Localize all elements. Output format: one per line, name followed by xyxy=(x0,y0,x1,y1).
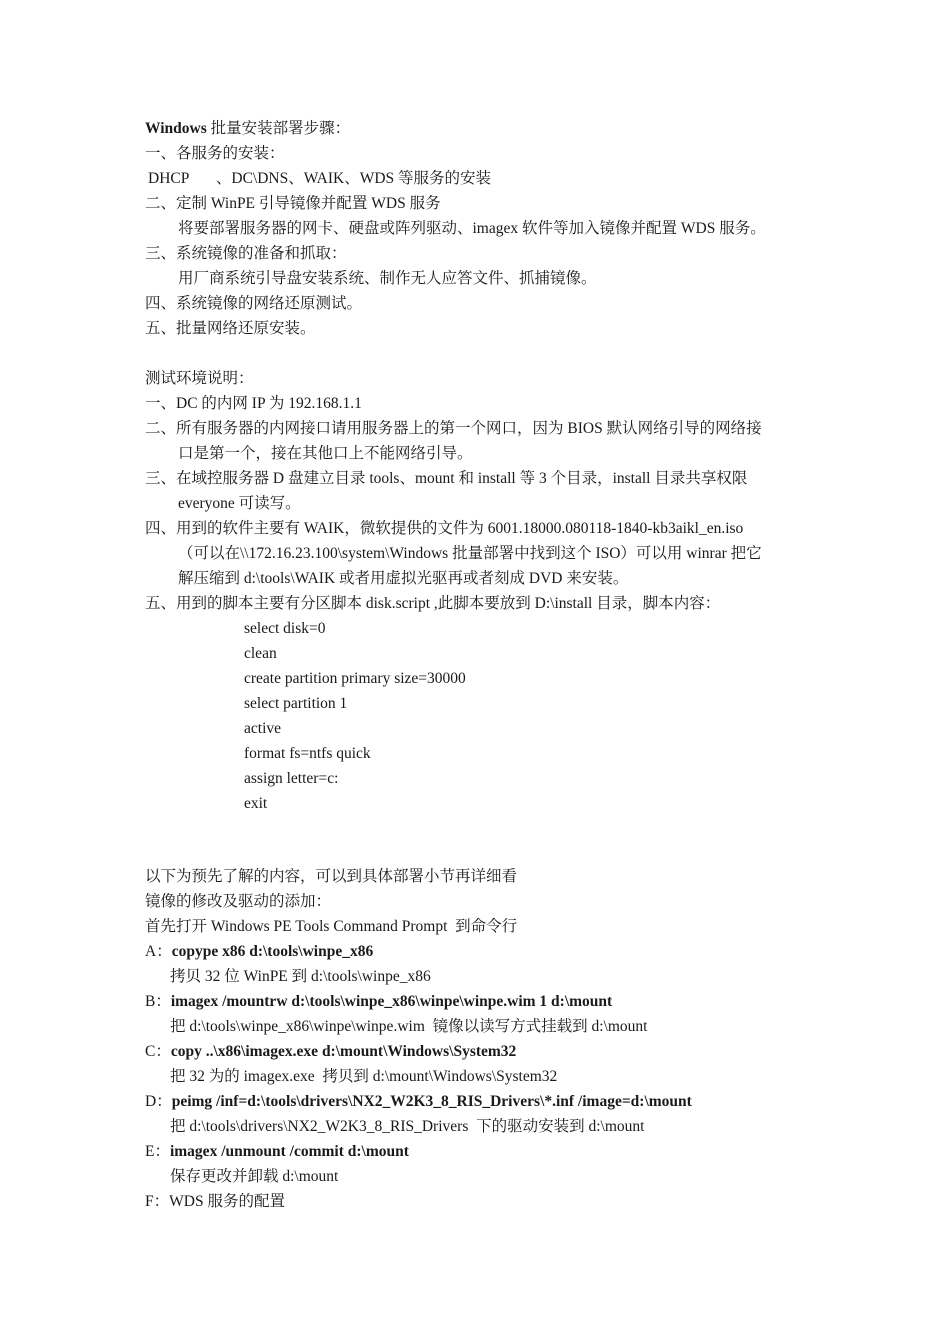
step-2-detail: 将要部署服务器的网卡、硬盘或阵列驱动、imagex 软件等加入镜像并配置 WDS 服务。 xyxy=(178,220,766,237)
command-text: imagex /unmount /commit d:\mount xyxy=(169,1143,409,1160)
env-item-3-line-2: everyone 可读写。 xyxy=(178,495,301,512)
env-item-1: 一、DC 的内网 IP 为 192.168.1.1 xyxy=(145,395,362,412)
env-item-5: 五、用到的脚本主要有分区脚本 disk.script ,此脚本要放到 D:\install 目录，脚本内容： xyxy=(145,595,721,612)
command-step-c xyxy=(145,1042,516,1062)
step-4: 四、系统镜像的网络还原测试。 xyxy=(145,295,363,312)
script-line: active xyxy=(244,720,282,737)
step-3-detail: 用厂商系统引导盘安装系统、制作无人应答文件、抓捕镜像。 xyxy=(178,270,597,287)
step-label: E： xyxy=(145,1143,170,1160)
env-heading: 测试环境说明： xyxy=(145,370,254,387)
command-desc: 把 d:\tools\drivers\NX2_W2K3_8_RIS_Drivers 下的驱动安装到 d:\mount xyxy=(170,1118,645,1135)
step-3: 三、系统镜像的准备和抓取： xyxy=(145,245,347,262)
command-step-d xyxy=(145,1092,692,1112)
script-line: format fs=ntfs quick xyxy=(244,745,371,762)
document-title xyxy=(145,119,350,139)
command-desc: 拷贝 32 位 WinPE 到 d:\tools\winpe_x86 xyxy=(170,968,431,985)
command-text: copype x86 d:\tools\winpe_x86 xyxy=(171,943,374,960)
script-line: create partition primary size=30000 xyxy=(244,670,466,687)
command-desc: 把 d:\tools\winpe_x86\winpe\winpe.wim 镜像以读写方式挂载到 d:\mount xyxy=(170,1018,648,1035)
env-item-4-line-1: 四、用到的软件主要有 WAIK，微软提供的文件为 6001.18000.080118-1840-kb3aikl_en.iso xyxy=(145,520,744,537)
script-line: select partition 1 xyxy=(244,695,348,712)
step-label: D： xyxy=(145,1093,172,1110)
command-text: imagex /mountrw d:\tools\winpe_x86\winpe\winpe.wim 1 d:\mount xyxy=(170,993,613,1010)
command-desc: 把 32 为的 imagex.exe 拷贝到 d:\mount\Windows\System32 xyxy=(170,1068,558,1085)
pre-intro: 以下为预先了解的内容，可以到具体部署小节再详细看 xyxy=(145,868,518,885)
command-step-e xyxy=(145,1142,409,1162)
command-text: peimg /inf=d:\tools\drivers\NX2_W2K3_8_RIS_Drivers\*.inf /image=d:\mount xyxy=(171,1093,692,1110)
title-text: 批量安装部署步骤： xyxy=(206,120,351,137)
command-desc: 保存更改并卸载 d:\mount xyxy=(170,1168,339,1185)
pre-heading: 镜像的修改及驱动的添加： xyxy=(145,893,332,910)
env-item-2-line-2: 口是第一个，接在其他口上不能网络引导。 xyxy=(178,445,473,462)
command-step-b xyxy=(145,992,612,1012)
script-line: assign letter=c: xyxy=(244,770,339,787)
command-step-a xyxy=(145,942,373,962)
step-5: 五、批量网络还原安装。 xyxy=(145,320,316,337)
script-line: exit xyxy=(244,795,268,812)
command-text: copy ..\x86\imagex.exe d:\mount\Windows\System32 xyxy=(170,1043,517,1060)
step-label: A： xyxy=(145,943,172,960)
script-line: clean xyxy=(244,645,277,662)
step-1-detail: DHCP 、DC\DNS、WAIK、WDS 等服务的安装 xyxy=(148,170,492,187)
step-label: B： xyxy=(145,993,171,1010)
step-label: C： xyxy=(145,1043,171,1060)
env-item-4-line-2: （可以在\\172.16.23.100\system\Windows 批量部署中找到这个 ISO）可以用 winrar 把它 xyxy=(178,545,762,562)
env-item-4-line-3: 解压缩到 d:\tools\WAIK 或者用虚拟光驱再或者刻成 DVD 来安装。 xyxy=(178,570,629,587)
step-2: 二、定制 WinPE 引导镜像并配置 WDS 服务 xyxy=(145,195,441,212)
step-1: 一、各服务的安装： xyxy=(145,145,285,162)
pre-open-prompt: 首先打开 Windows PE Tools Command Prompt 到命令行 xyxy=(145,918,518,935)
step-f: F：WDS 服务的配置 xyxy=(145,1193,285,1210)
title-windows: Windows xyxy=(145,120,207,137)
script-line: select disk=0 xyxy=(244,620,326,637)
env-item-3-line-1: 三、在域控服务器 D 盘建立目录 tools、mount 和 install 等 3 个目录，install 目录共享权限 xyxy=(145,470,748,487)
env-item-2-line-1: 二、所有服务器的内网接口请用服务器上的第一个网口，因为 BIOS 默认网络引导的网络接 xyxy=(145,420,762,437)
